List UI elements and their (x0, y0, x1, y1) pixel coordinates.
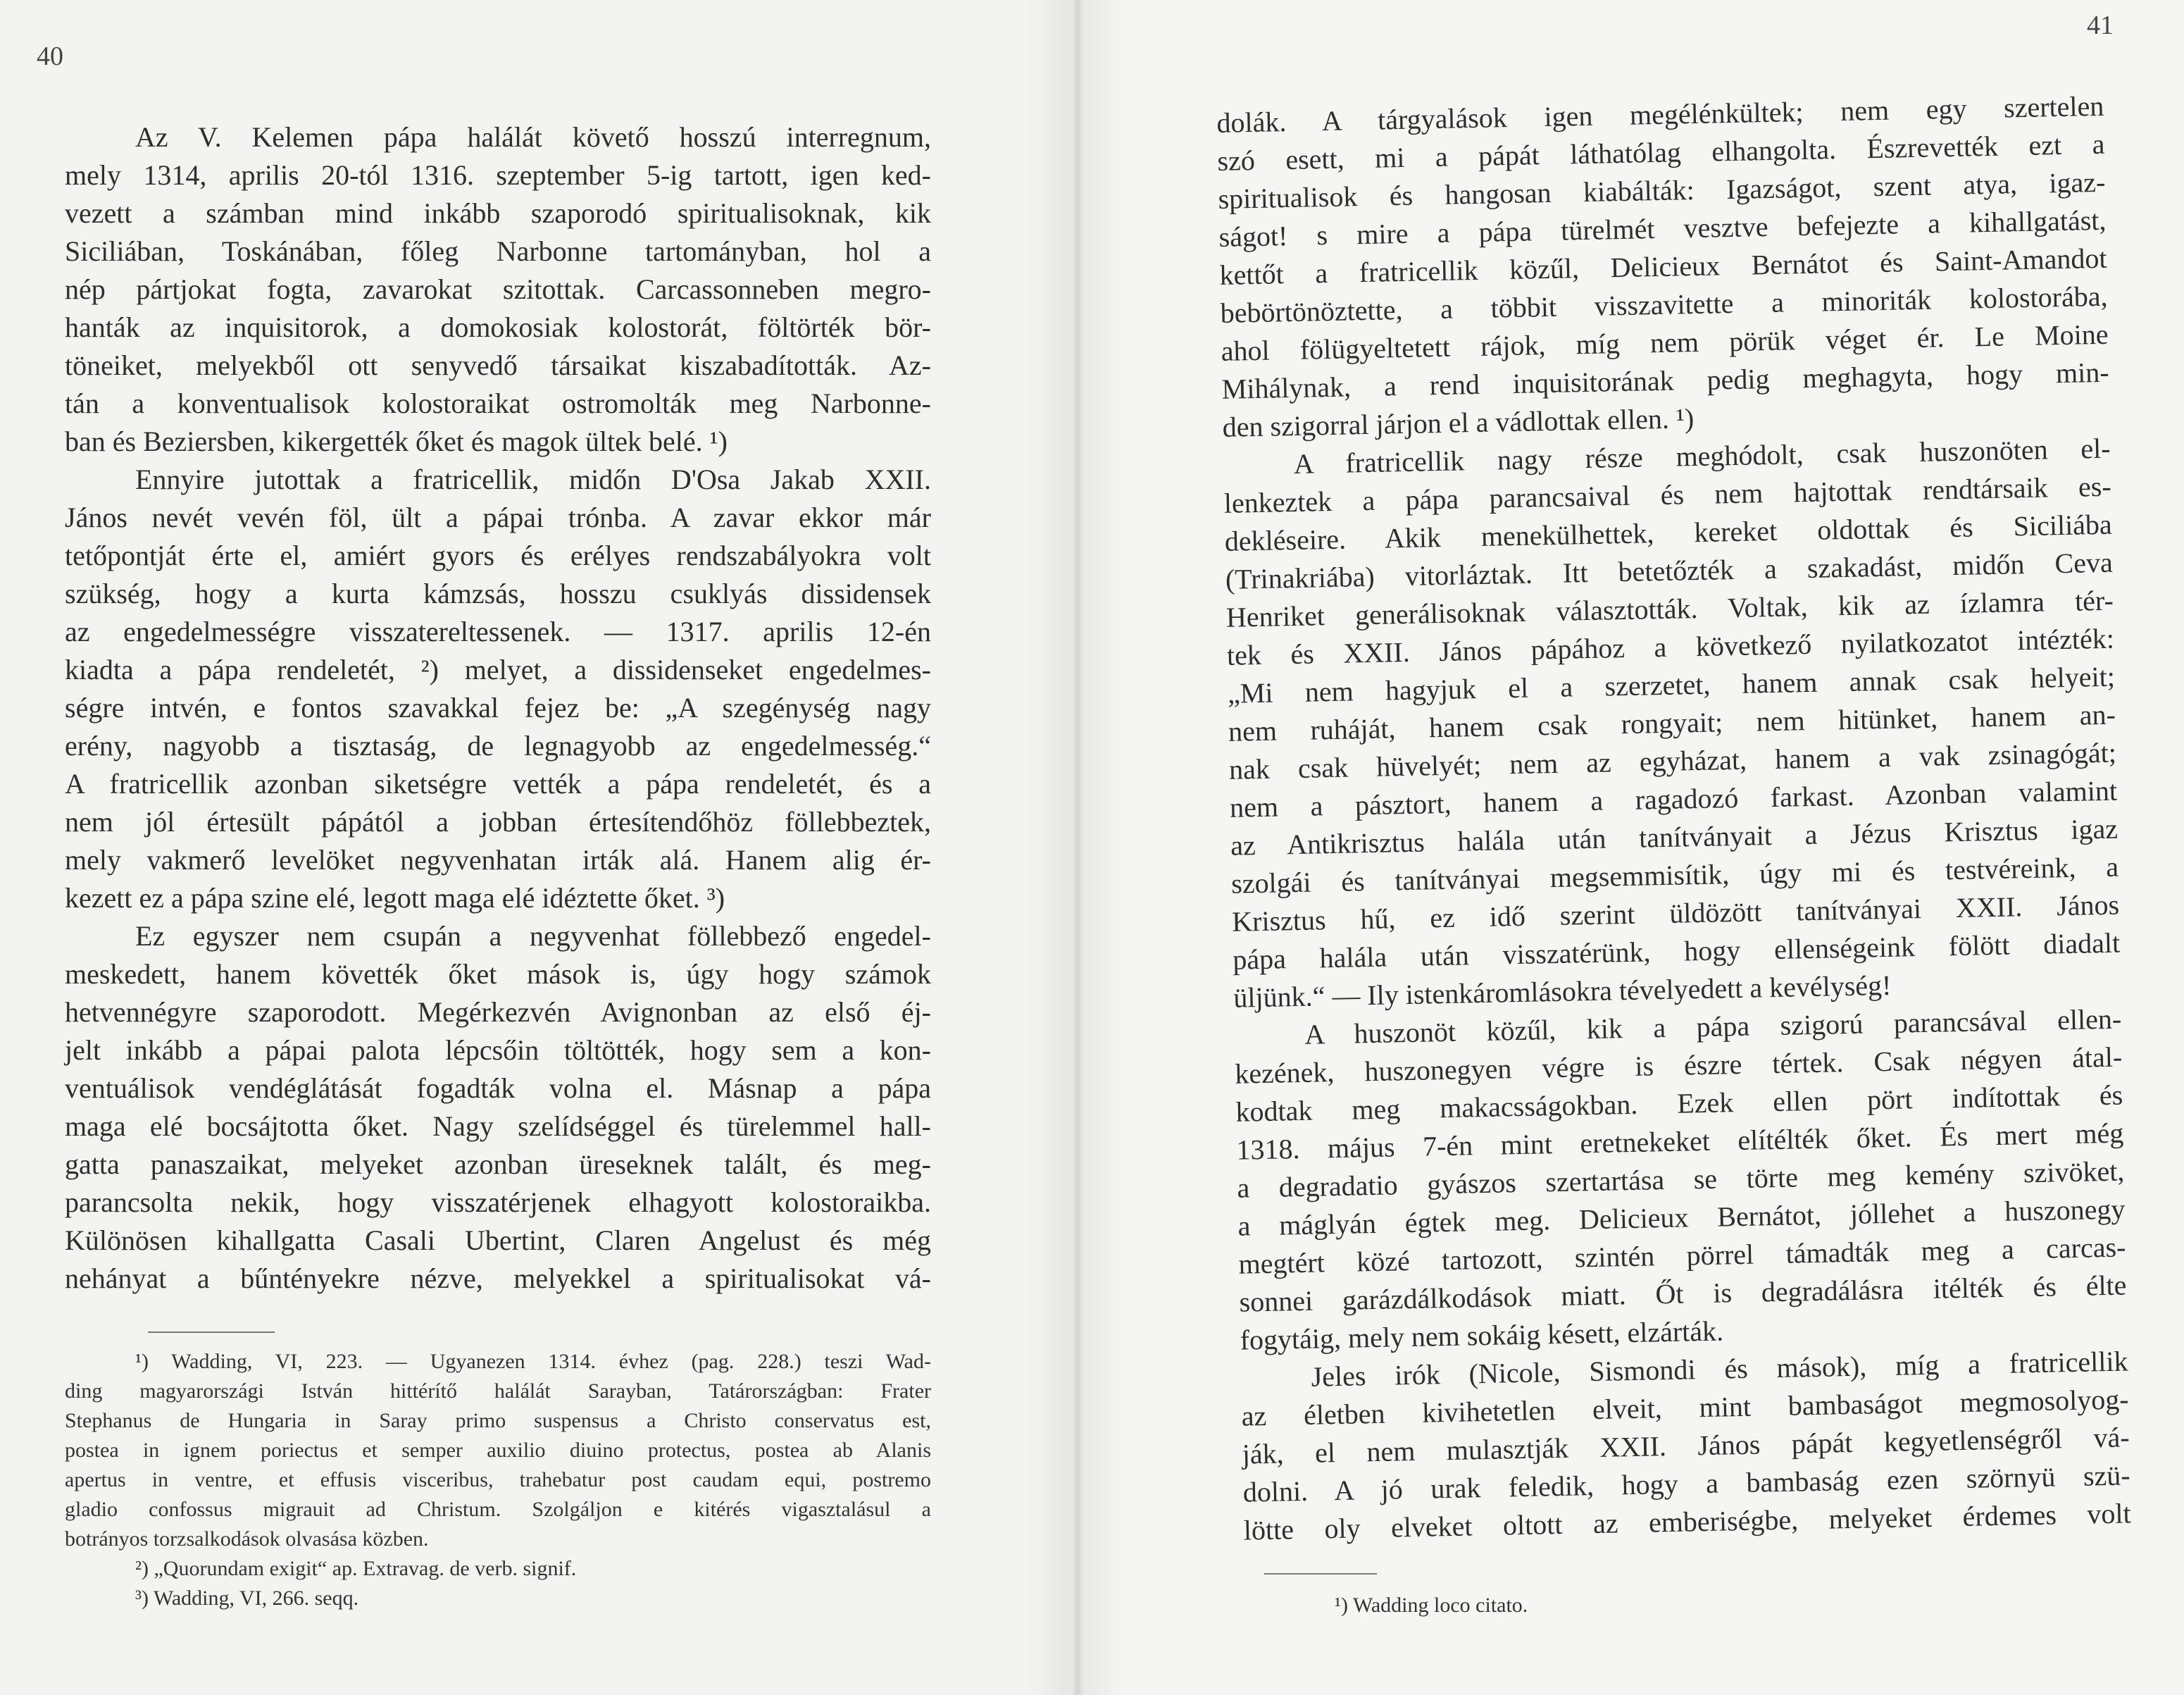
page-number-left: 40 (37, 42, 63, 71)
text-line: maga elé bocsájtotta őket. Nagy szelídséggel és türelemmel hall- (65, 1110, 931, 1142)
text-line: mely vakmerő levelöket negyvenhatan irták alá. Hanem alig ér- (65, 844, 931, 876)
footnote-rule-right (1264, 1573, 1377, 1575)
text-line: töneiket, melyekből ott senyvedő társaikat kiszabadították. Az- (65, 349, 931, 381)
text-line: lenkeztek a pápa parancsaival és nem hajtottak rendtársaik es- (1223, 470, 2112, 519)
text-line: ségre intvén, e fontos szavakkal fejez be: „A szegénység nagy (65, 692, 931, 724)
text-line: hanták az inquisitorok, a domokosiak kolostorát, föltörték bör- (65, 311, 931, 343)
text-line: (Trinakriába) vitorláztak. Itt betetőzték a szakadást, midőn Ceva (1225, 546, 2114, 595)
text-line: kiadta a pápa rendeletét, ²) melyet, a dissidenseket engedelmes- (65, 654, 931, 685)
text-line: sonnei garázdálkodások miatt. Őt is degradálásra itélték és élte (1239, 1269, 2127, 1318)
text-line: Jeles irók (Nicole, Sismondi és mások), míg a fratricellik (1311, 1345, 2128, 1393)
text-line: János nevét vevén föl, ült a pápai trónba. A zavar ekkor már (65, 502, 931, 533)
text-line: szolgái és tanítványai megsemmisítik, úgy mi és testvéreink, a (1230, 850, 2119, 900)
footnote-line: Stephanus de Hungaria in Saray primo suspensus a Christo conservatus est, (65, 1409, 931, 1432)
text-line: nem ruháját, hanem csak rongyait; nem hitünket, hanem an- (1228, 698, 2116, 747)
text-line: Ennyire jutottak a fratricellik, midőn D'Osa Jakab XXII. (135, 464, 931, 495)
text-line: tetőpontját érte el, amiért gyors és erélyes rendszabályokra volt (65, 540, 931, 571)
text-line: Mihálynak, a rend inquisitorának pedig meghagyta, hogy min- (1221, 356, 2109, 405)
footnote-line: postea in ignem poriectus et semper auxilio diuino protectus, postea ab Alanis (65, 1439, 931, 1462)
text-line: pápa halála után visszatérünk, hogy ellenségeink fölött diadalt (1232, 926, 2121, 976)
text-line: nehányat a bűntényekre nézve, melyekkel a spiritualisokat vá- (65, 1262, 931, 1294)
text-line: ahol fölügyeltetett rájok, míg nem pörük véget ér. Le Moine (1221, 318, 2109, 367)
text-line: Henriket generálisoknak választották. Voltak, kik az ízlamra tér- (1225, 584, 2114, 633)
text-line: Krisztus hű, ez idő szerint üldözött tanítványai XXII. János (1231, 888, 2120, 938)
text-line: „Mi nem hagyjuk el a szerzetet, hanem annak csak helyeit; (1227, 660, 2116, 709)
text-line: lötte oly elveket oltott az emberiségbe, melyeket érdemes volt (1243, 1497, 2132, 1546)
text-line: ják, el nem mulasztják XXII. János pápát kegyetlenségről vá- (1242, 1421, 2130, 1470)
left-page-body (65, 118, 931, 1298)
text-line: az Antikrisztus halála után tanítványait a Jézus Krisztus igaz (1230, 812, 2119, 862)
text-line: A fratricellik azonban siketségre vették a pápa rendeletét, és a (65, 768, 931, 800)
text-line: a máglyán égtek meg. Delicieux Bernátot, jóllehet a huszonegy (1237, 1193, 2126, 1242)
text-line: Siciliában, Toskánában, főleg Narbonne tartományban, hol a (65, 235, 931, 267)
text-line: az engedelmességre visszatereltessenek. — 1317. aprilis 12-én (65, 616, 931, 647)
right-page-footnotes (1264, 1591, 1968, 1620)
text-line: jelt inkább a pápai palota lépcsőin töltötték, hogy sem a kon- (65, 1034, 931, 1066)
left-page (0, 0, 1067, 1695)
text-line: ságot! s mire a pápa türelmét vesztve befejezte a kihallgatást, (1218, 204, 2107, 253)
text-line: vezett a számban mind inkább szaporodó spiritualisoknak, kik (65, 197, 931, 229)
text-line: megtért közé tartozott, szintén pörrel támadták meg a carcas- (1238, 1231, 2126, 1280)
text-line: nem jól értesült pápától a jobban értesítendőhöz föllebbeztek, (65, 806, 931, 838)
text-line: mely 1314, aprilis 20-tól 1316. szeptember 5-ig tartott, igen ked- (65, 159, 931, 191)
text-line: meskedett, hanem követték őket mások is, úgy hogy számok (65, 958, 931, 990)
text-line: kodtak meg makacsságokban. Ezek ellen pört indítottak és (1235, 1079, 2123, 1128)
footnote-line: ¹) Wadding loco citato. (1335, 1594, 1528, 1617)
text-line: den szigorral járjon el a vádlottak ellen. ¹) (1222, 402, 1695, 443)
right-page-body (1216, 87, 2131, 1550)
text-line: Az V. Kelemen pápa halálát követő hosszú interregnum, (135, 121, 931, 153)
text-line: kettőt a fratricellik közűl, Delicieux Bernátot és Saint-Amandot (1219, 242, 2107, 291)
text-line: kezett ez a pápa szine elé, legott maga elé idéztette őket. ³) (65, 882, 725, 914)
footnote-line: botrányos torzsalkodások olvasása közben. (65, 1527, 429, 1551)
text-line: bebörtönöztette, a többit visszavitette a minoriták kolostorába, (1220, 280, 2108, 329)
text-line: erény, nagyobb a tisztaság, de legnagyobb az engedelmesség.“ (65, 730, 931, 762)
text-line: hetvennégyre szaporodott. Megérkezvén Avignonban az első éj- (65, 996, 931, 1028)
text-line: fogytáig, mely nem sokáig késett, elzárták. (1240, 1315, 1724, 1356)
text-line: ventuálisok vendéglátását fogadták volna el. Másnap a pápa (65, 1072, 931, 1104)
text-line: tán a konventualisok kolostoraikat ostromolták meg Narbonne- (65, 387, 931, 419)
footnote-line: ¹) Wadding, VI, 223. — Ugyanezen 1314. évhez (pag. 228.) teszi Wad- (135, 1350, 931, 1373)
text-line: nép pártjokat fogta, zavarokat szitottak. Carcassonneben megro- (65, 273, 931, 305)
footnote-line: ³) Wadding, VI, 266. seqq. (135, 1587, 359, 1610)
text-line: dolni. A jó urak feledik, hogy a bambaság ezen szörnyü szü- (1242, 1459, 2131, 1508)
text-line: nem a pásztort, hanem a ragadozó farkast. Azonban valamint (1229, 774, 2118, 824)
left-page-footnotes (65, 1347, 931, 1613)
text-line: spiritualisok és hangosan kiabálták: Igazságot, szent atya, igaz- (1218, 166, 2106, 215)
text-line: nak csak hüvelyét; nem az egyházat, hanem a vak zsinagógát; (1228, 736, 2117, 786)
footnote-rule-left (148, 1331, 275, 1333)
text-line: Különösen kihallgatta Casali Ubertint, Claren Angelust és még (65, 1224, 931, 1256)
text-line: 1318. május 7-én mint eretnekeket elítélték őket. És mert még (1236, 1117, 2124, 1166)
text-line: üljünk.“ — Ily istenkáromlásokra tévelyedett a kevélység! (1233, 969, 1892, 1014)
text-line: dolák. A tárgyalások igen megélénkültek; nem egy szertelen (1216, 89, 2104, 139)
text-line: szó esett, mi a pápát láthatólag elhangolta. Észrevették ezt a (1217, 128, 2105, 177)
text-line: az életben kivihetetlen elveit, mint bambaságot megmosolyog- (1241, 1383, 2129, 1432)
text-line: Ez egyszer nem csupán a negyvenhat föllebbező engedel- (135, 920, 931, 952)
footnote-line: ²) „Quorundam exigit“ ap. Extravag. de verb. signif. (135, 1557, 577, 1580)
footnote-line: gladio confossus migrauit ad Christum. Szolgáljon e kitérés vigasztalásul a (65, 1498, 931, 1521)
text-line: kezének, huszonegyen végre is észre tértek. Csak négyen átal- (1234, 1041, 2123, 1090)
text-line: szükség, hogy a kurta kámzsás, hosszu csuklyás dissidensek (65, 578, 931, 609)
text-line: ban és Beziersben, kikergették őket és magok ültek belé. ¹) (65, 426, 728, 457)
text-line: A fratricellik nagy része meghódolt, csak huszonöten el- (1293, 432, 2111, 480)
right-page (1067, 0, 2184, 1695)
page-number-right: 41 (2087, 11, 2114, 40)
text-line: a degradatio gyászos szertartása se törte meg kemény szivöket, (1237, 1155, 2125, 1204)
text-line: dekléseire. Akik menekülhettek, kereket oldottak és Siciliába (1224, 508, 2113, 557)
text-line: A huszonöt közűl, kik a pápa szigorú parancsával ellen- (1304, 1002, 2122, 1050)
text-line: gatta panaszaikat, melyeket azonban üreseknek talált, és meg- (65, 1148, 931, 1180)
footnote-line: ding magyarországi István hittérítő halálát Sarayban, Tatárországban: Frater (65, 1379, 931, 1403)
text-line: parancsolta nekik, hogy visszatérjenek elhagyott kolostoraikba. (65, 1186, 931, 1218)
footnote-line: apertus in ventre, et effusis visceribus, trahebatur post caudam equi, postremo (65, 1468, 931, 1491)
text-line: tek és XXII. János pápához a következő nyilatkozatot intézték: (1226, 622, 2115, 671)
